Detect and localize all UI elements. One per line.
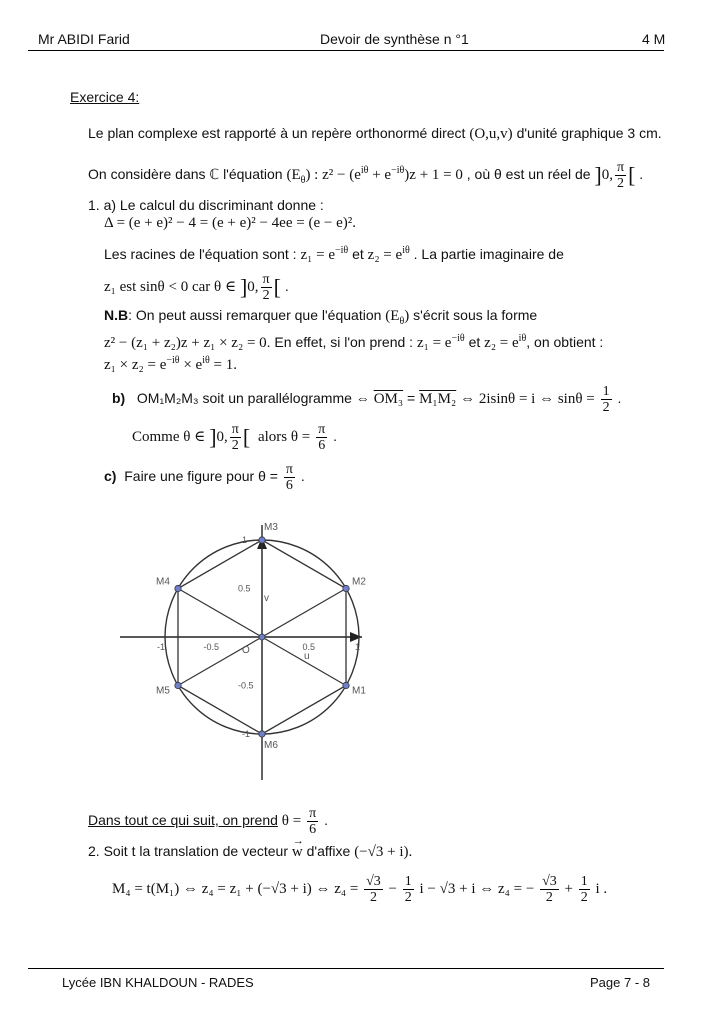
point-label-m1: M1 xyxy=(352,685,366,697)
header-title: Devoir de synthèse n °1 xyxy=(320,31,469,47)
x-tick-4: 1 xyxy=(355,642,361,652)
nb-line-2: z² − (z₁ + z₂)z + z₁ × z₂ = 0. En effet, si l'on prend : $z_1 = e^{-i\theta}$ et $z_2 = e^{i\theta}$, on obtient : xyxy=(104,333,604,351)
point-m4 xyxy=(175,585,181,591)
q1-imaginary: z₁ est sinθ < 0 car θ ∈ ]0, $\frac{\pi}{2}$ [ . xyxy=(104,272,289,303)
y-tick-3: -1 xyxy=(242,729,251,739)
q2-line: 2. Soit t la translation de vecteur → w d'affixe (−√3 + i). xyxy=(88,835,413,860)
point-label-m5: M5 xyxy=(155,685,170,697)
dans-line: Dans tout ce qui suit, on prend θ = $\frac{\pi}{6}$ . xyxy=(88,806,328,837)
u-arrow xyxy=(350,632,362,642)
header-class: 4 M xyxy=(642,31,666,47)
point-m2 xyxy=(343,585,349,591)
point-m6 xyxy=(259,731,265,737)
nb-line-3: $z_1 \times z_2 = e^{-i\theta} \times e^{i\theta} = 1$. xyxy=(104,355,237,373)
footer-rule xyxy=(28,968,664,969)
x-tick-1: -0.5 xyxy=(203,642,220,652)
point-label-m2: M2 xyxy=(352,576,366,588)
q1-delta: Δ = (e + e)² − 4 = (e + e)² − 4ee = (e − e)². xyxy=(104,215,356,231)
qb-line: b) OM₁M₂M₃ soit un parallélogramme ⇔ OM₃ = M₁M₂ ⇔ 2isinθ = i ⇔ sinθ = $\frac{1}{2}$ . xyxy=(112,384,622,415)
y-tick-1: -0.5 xyxy=(238,680,254,691)
header-author: Mr ABIDI Farid xyxy=(38,31,130,47)
y-tick-0: 0.5 xyxy=(238,583,251,594)
point-label-m4: M4 xyxy=(155,576,170,588)
x-tick-3: 0.5 xyxy=(302,642,316,652)
point-m1 xyxy=(343,682,349,688)
exercise-title: Exercice 4: xyxy=(70,89,140,105)
spoke-4 xyxy=(178,589,262,638)
point-m3 xyxy=(259,537,265,543)
footer-school: Lycée IBN KHALDOUN - RADES xyxy=(62,975,254,990)
final-line: M₄ = t(M₁) ⇔ z₄ = z₁ + (−√3 + i) ⇔ z₄ = $\frac{√3}{2}$ − $\frac{1}{2}$ i − √3 + i ⇔ z₄ = − $\frac{√3}{2}$ + $\frac{1}{2}$ i . xyxy=(112,874,608,905)
point-label-m3: M3 xyxy=(264,522,278,533)
point-m5 xyxy=(175,682,181,688)
u-label: u xyxy=(304,651,310,662)
intro-line-1: Le plan complexe est rapporté à un repère orthonormé direct (O,u,v) d'unité graphique 3 cm. xyxy=(88,125,662,142)
intro-line-2: On considère dans ℂ l'équation $(E_\theta)$ : $z^2 - (e^{i\theta} + e^{-i\theta})z + 1 = 0$ , où θ est un réel de ]0, $\frac{\pi}{2}$ [ . xyxy=(88,160,644,191)
nb-line-1: N.B: On peut aussi remarquer que l'équation $(E_\theta)$ s'écrit sous la forme xyxy=(104,307,538,327)
y-tick-2: 1 xyxy=(242,535,248,545)
unit-circle-figure xyxy=(118,510,408,792)
x-tick-0: -1 xyxy=(157,642,166,652)
header-rule xyxy=(28,50,664,51)
q1-roots: Les racines de l'équation sont : $z_1 = e^{-i\theta}$ et $z_2 = e^{i\theta}$ . La partie imaginaire de xyxy=(104,245,564,263)
origin-point xyxy=(259,634,265,640)
qc-line: c) Faire une figure pour θ = $\frac{\pi}{6}$ . xyxy=(104,462,305,493)
v-label: v xyxy=(264,593,269,604)
origin-label: O xyxy=(242,645,250,656)
comme-line: Comme θ ∈ ]0, $\frac{\pi}{2}$ [ alors θ = $\frac{\pi}{6}$ . xyxy=(132,422,338,453)
footer-page: Page 7 - 8 xyxy=(590,975,650,990)
spoke-2 xyxy=(262,589,346,638)
q1-label: 1. a) Le calcul du discriminant donne : xyxy=(88,197,324,213)
point-label-m6: M6 xyxy=(264,740,278,751)
